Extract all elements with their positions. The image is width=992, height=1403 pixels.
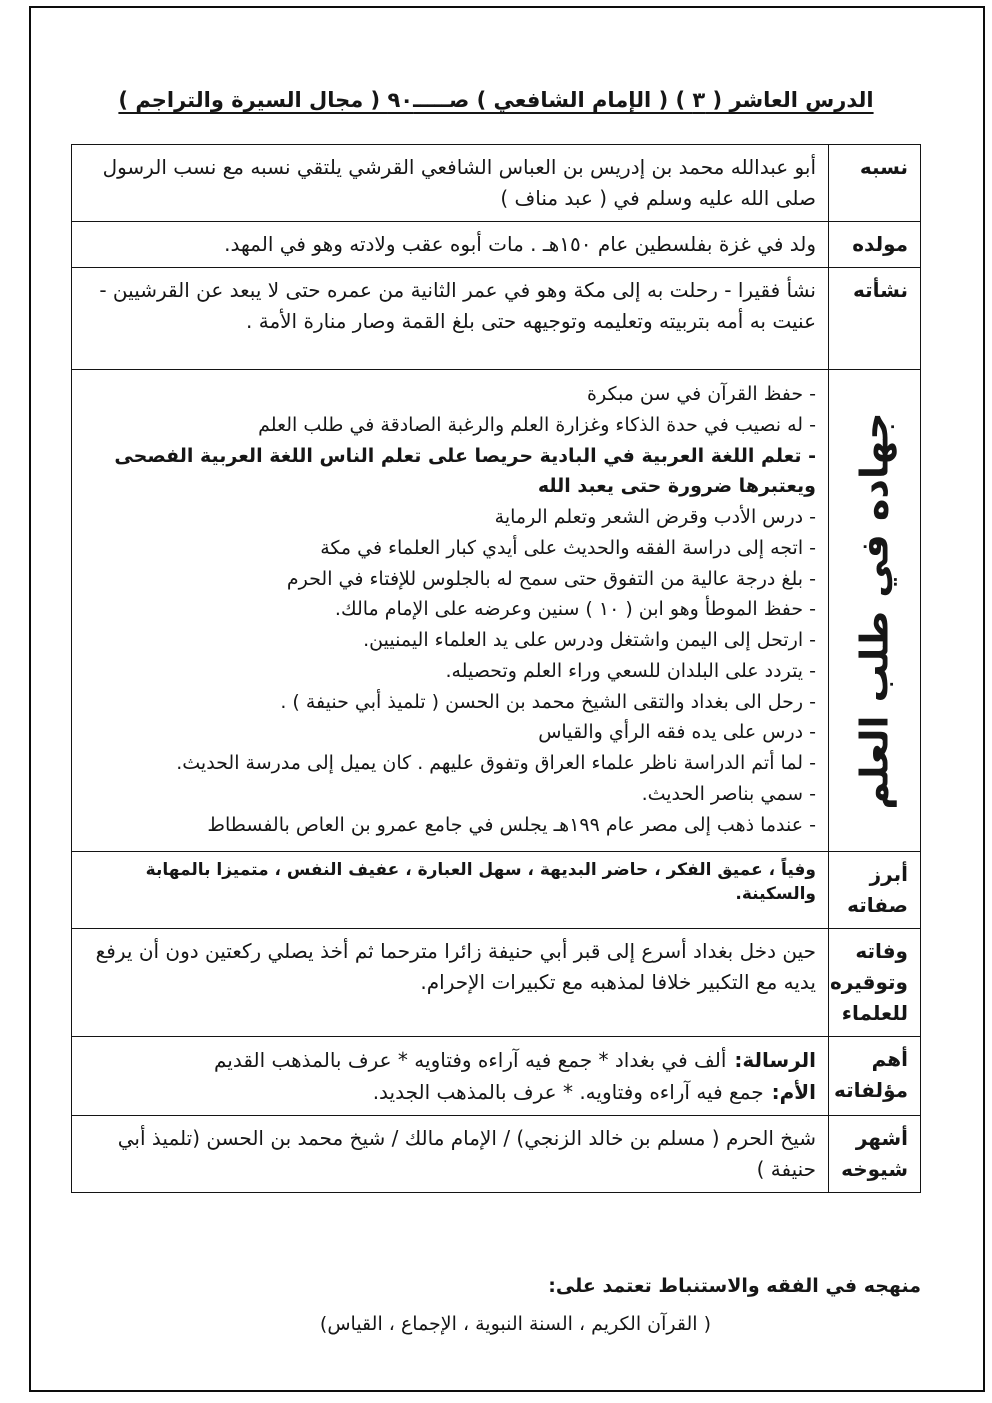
works-line-umm: [84, 1076, 816, 1108]
table-row-jihad: [72, 370, 921, 852]
lineage-content: أبو عبدالله محمد بن إدريس بن العباس الشافعي القرشي يلتقي نسبه مع نسب الرسول صلى الله عليه وسلم في ( عبد مناف ): [72, 145, 829, 222]
jihad-vertical-label: جهاده في طلب العلم: [852, 412, 897, 810]
table-row-lineage: [72, 145, 921, 222]
table-row-works: [72, 1037, 921, 1116]
table-row-birth: [72, 222, 921, 268]
jihad-list: [84, 377, 816, 844]
methodology-sources-text: ( القرآن الكريم ، السنة النبوية ، الإجماع ، القياس): [319, 1313, 711, 1336]
list-item: - حفظ الموطأ وهو ابن ( ١٠ ) سنين وعرضه على الإمام مالك.: [334, 598, 816, 621]
upbringing-content: نشأ فقيرا - رحلت به إلى مكة وهو في عمر الثانية من عمره حتى لا يبعد عن القرشيين - عنيت به أمه بتربيته وتعليمه وتوجيهه حتى بلغ القمة وصار منارة الأمة .: [72, 268, 829, 370]
row-header-works: أهم مؤلفاته: [829, 1037, 921, 1116]
table-row-traits: [72, 852, 921, 929]
umm-text: جمع فيه آراءه وفتاويه. * عرف بالمذهب الجديد.: [372, 1080, 764, 1105]
traits-text: وفياً ، عميق الفكر ، حاضر البديهة ، سهل العبارة ، عفيف النفس ، متميزا بالمهابة والسكينة.: [145, 860, 816, 905]
umm-label: الأم:: [771, 1080, 816, 1105]
works-line-risala: [84, 1044, 816, 1076]
death-content: حين دخل بغداد أسرع إلى قبر أبي حنيفة زائرا مترحما ثم أخذ يصلي ركعتين دون أن يرفع يديه مع التكبير خلافا لمذهبه مع تكبيرات الإحرام.: [72, 929, 829, 1037]
jihad-content: [72, 370, 829, 852]
list-item: - رحل الى بغداد والتقى الشيخ محمد بن الحسن ( تلميذ أبي حنيفة ) .: [280, 690, 816, 713]
row-header-sheikhs: أشهر شيوخه: [829, 1116, 921, 1193]
list-item: - ارتحل إلى اليمن واشتغل ودرس على يد العلماء اليمنيين.: [363, 629, 816, 652]
list-item: - درس على يده فقه الرأي والقياس: [538, 721, 816, 744]
table-row-upbringing: [72, 268, 921, 370]
row-header-death: وفاته وتوقيره للعلماء: [829, 929, 921, 1037]
risala-label: الرسالة:: [734, 1048, 816, 1073]
risala-text: ألف في بغداد * جمع فيه آراءه وفتاويه * عرف بالمذهب القديم: [214, 1048, 727, 1073]
list-item: - سمي بناصر الحديث.: [641, 782, 816, 805]
list-item: - لما أتم الدراسة ناظر علماء العراق وتفوق عليهم . كان يميل إلى مدرسة الحديث.: [176, 752, 816, 775]
list-item: - عندما ذهب إلى مصر عام ١٩٩هـ يجلس في جامع عمرو بن العاص بالفسطاط: [207, 813, 816, 836]
table-row-death: [72, 929, 921, 1037]
birth-content: ولد في غزة بفلسطين عام ١٥٠هـ . مات أبوه عقب ولادته وهو في المهد.: [72, 222, 829, 268]
list-item: - اتجه إلى دراسة الفقه والحديث على أيدي كبار العلماء في مكة: [320, 536, 816, 559]
row-header-jihad: [829, 370, 921, 852]
list-item: - درس الأدب وقرض الشعر وتعلم الرماية: [494, 506, 816, 529]
list-item: - تعلم اللغة العربية في البادية حريصا على تعلم الناس اللغة العربية الفصحى ويعتبرها ضرورة حتى يعبد الله: [114, 444, 816, 498]
row-header-lineage: نسبه: [829, 145, 921, 222]
works-content: [72, 1037, 829, 1116]
row-header-upbringing: نشأته: [829, 268, 921, 370]
page-title: الدرس العاشر ( ٣ ) ( الإمام الشافعي ) صـــــ٩٠ ( مجال السيرة والتراجم ): [118, 88, 874, 112]
biography-table: [71, 144, 921, 1193]
table-row-sheikhs: [72, 1116, 921, 1193]
row-header-traits: أبرز صفاته: [829, 852, 921, 929]
traits-content: [72, 852, 829, 929]
list-item: - يتردد على البلدان للسعي وراء العلم وتحصيله.: [445, 659, 816, 682]
list-item: - له نصيب في حدة الذكاء وغزارة العلم والرغبة الصادقة في طلب العلم: [258, 413, 816, 436]
row-header-birth: مولده: [829, 222, 921, 268]
list-item: - حفظ القرآن في سن مبكرة: [587, 383, 816, 405]
sheikhs-content: شيخ الحرم ( مسلم بن خالد الزنجي) / الإمام مالك / شيخ محمد بن الحسن (تلميذ أبي حنيفة ): [72, 1116, 829, 1193]
methodology-heading: منهجه في الفقه والاستنباط تعتمد على:: [548, 1275, 921, 1298]
methodology-section: [71, 1275, 921, 1335]
methodology-sources: [71, 1313, 921, 1335]
list-item: - بلغ درجة عالية من التفوق حتى سمح له بالجلوس للإفتاء في الحرم: [286, 567, 816, 590]
